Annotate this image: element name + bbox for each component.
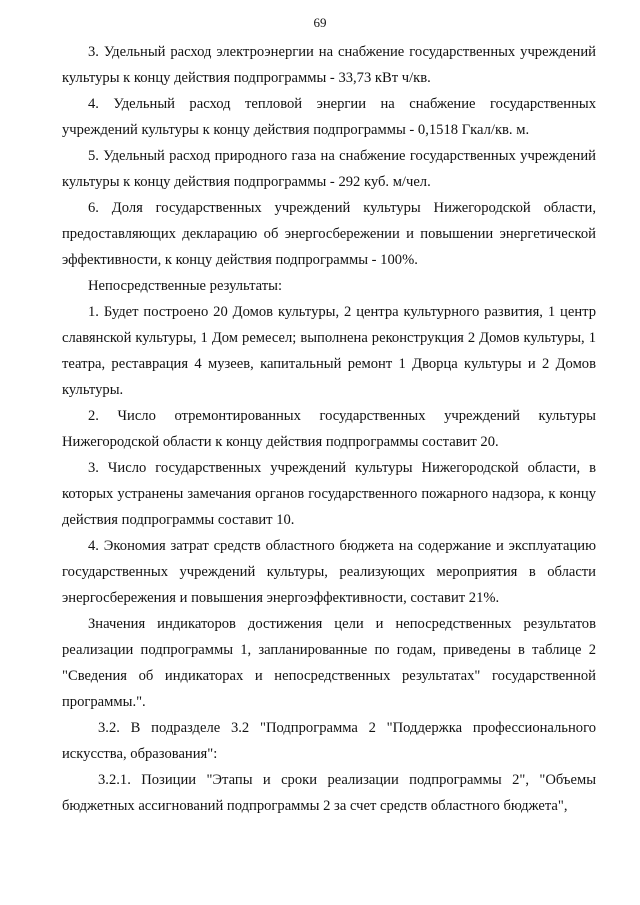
paragraph-result-fire-safety: 3. Число государственных учреждений культуры Нижегородской области, в которых устранены замечания органов государственного пожарного надзора, к концу действия подпрограммы составит 10. (62, 460, 596, 528)
paragraph-section-3-2: 3.2. В подразделе 3.2 "Подпрограмма 2 "Поддержка профессионального искусства, образования": (62, 720, 596, 762)
paragraph-direct-results-heading: Непосредственные результаты: (88, 278, 283, 294)
paragraph-result-repaired-institutions: 2. Число отремонтированных государственных учреждений культуры Нижегородской области к концу действия подпрограммы составит 20. (62, 408, 596, 450)
paragraph-heat-consumption: 4. Удельный расход тепловой энергии на снабжение государственных учреждений культуры к концу действия подпрограммы - 0,1518 Гкал/кв. м. (62, 96, 596, 138)
paragraph-energy-declaration-share: 6. Доля государственных учреждений культуры Нижегородской области, предоставляющих декларацию об энергосбережении и повышении энергетической эффективности, к концу действия подпрограммы - 100%. (62, 200, 596, 268)
paragraph-indicator-values: Значения индикаторов достижения цели и непосредственных результатов реализации подпрограммы 1, запланированные по годам, приведены в таблице 2 "Сведения об индикаторах и непосредственных результатах" государственной программы.". (62, 616, 596, 710)
paragraph-electricity-consumption: 3. Удельный расход электроэнергии на снабжение государственных учреждений культуры к концу действия подпрограммы - 33,73 кВт ч/кв. (62, 44, 596, 86)
page-number: 69 (313, 15, 327, 30)
paragraph-result-construction: 1. Будет построено 20 Домов культуры, 2 центра культурного развития, 1 центр славянской культуры, 1 Дом ремесел; выполнена реконструкция 2 Домов культуры, 1 театра, реставрация 4 музеев, капитальный ремонт 1 Дворца культуры и 2 Домов культуры. (62, 304, 596, 398)
paragraph-section-3-2-1: 3.2.1. Позиции "Этапы и сроки реализации подпрограммы 2", "Объемы бюджетных ассигнований подпрограммы 2 за счет средств областного бюджета", (62, 772, 596, 814)
document-body (62, 39, 596, 819)
paragraph-gas-consumption: 5. Удельный расход природного газа на снабжение государственных учреждений культуры к концу действия подпрограммы - 292 куб. м/чел. (62, 148, 596, 190)
paragraph-result-budget-savings: 4. Экономия затрат средств областного бюджета на содержание и эксплуатацию государственных учреждений культуры, реализующих мероприятия в области энергосбережения и повышения энергоэффективности, составит 21%. (62, 538, 596, 606)
